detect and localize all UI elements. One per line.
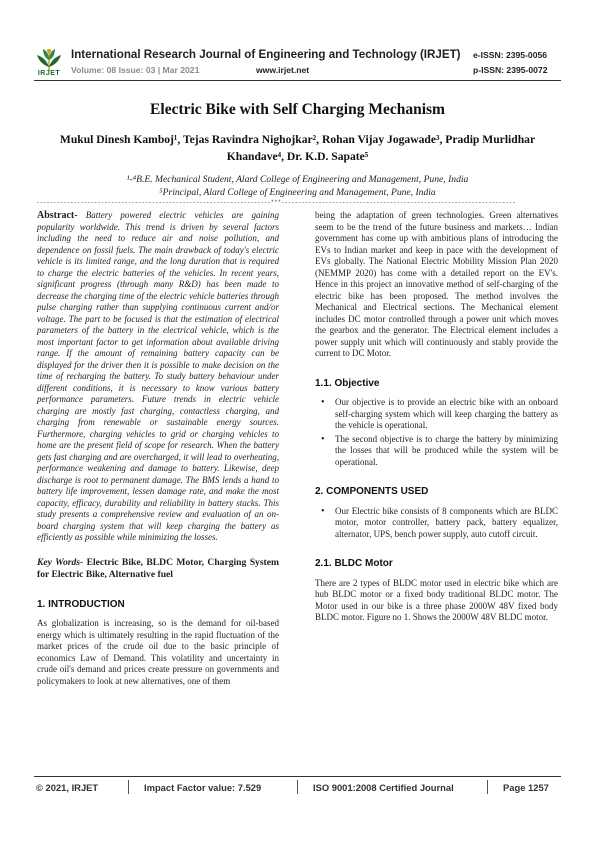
footer-rule bbox=[34, 776, 561, 777]
footer-iso: ISO 9001:2008 Certified Journal bbox=[313, 782, 454, 793]
abstract bbox=[37, 210, 279, 544]
introduction-heading: 1. INTRODUCTION bbox=[37, 598, 125, 610]
left-column bbox=[37, 210, 279, 687]
paper-title: Electric Bike with Self Charging Mechanism bbox=[150, 101, 445, 118]
footer-copyright: © 2021, IRJET bbox=[36, 782, 99, 793]
keywords-text: Electric Bike, BLDC Motor, Charging System for Electric Bike, Alternative fuel bbox=[37, 556, 279, 580]
introduction-continued: being the adaptation of green technologies. Green alternatives seem to be the trend of the future business and markets… Indian government has come up with ambitious plans of introducing the EVs to Indian market and keep in pace with the development of EVs globally. The National Electric Mobility Mission Plan 2020 (NEMMP 2020) has come with a detailed report on the EV's. Hence in this project an innovative method of self-charging of the electric bike has been proposed. The method involves the Mechanical and Electrical sections. The Mechanical element includes DC motor controlled through a power unit which moves the gearbox and the generator. The Electrical element includes a power supply unit which will continuously and stably provide the current to DC Motor. bbox=[315, 210, 558, 358]
footer-divider bbox=[128, 780, 129, 794]
affiliation-principal: ⁵Principal, Alard College of Engineering and Management, Pune, India bbox=[159, 187, 436, 198]
objective-list bbox=[315, 397, 558, 468]
abstract-label: Abstract- bbox=[37, 210, 78, 221]
list-item: • Our Electric bike consists of 8 components which are BLDC motor, motor controller, battery pack, battery equalizer, alternator, UPS, bench power supply, auto cutoff circuit. bbox=[335, 506, 558, 541]
introduction-text: As globalization is increasing, so is the demand for oil-based energy which is ultimately resulting in the rapid fluctuation of the market prices of the crude oil due to the basic principle of economics Law of Demand. This volatility and uncertainty in crude oil's demand and prices create pressure on governments and policymakers to look at new alternatives, one of them bbox=[37, 618, 279, 686]
e-issn: e-ISSN: 2395-0056 bbox=[473, 50, 548, 60]
journal-website-link[interactable]: www.irjet.net bbox=[256, 65, 310, 75]
author-list: Mukul Dinesh Kamboj¹, Tejas Ravindra Nighojkar², Rohan Vijay Jogawade³, Pradip Murlidhar Khandave⁴, Dr. K.D. Sapate⁵ bbox=[59, 133, 536, 163]
volume-issue: Volume: 08 Issue: 03 | Mar 2021 bbox=[71, 65, 200, 75]
components-list bbox=[315, 506, 558, 541]
footer-divider bbox=[487, 780, 488, 794]
list-item: • Our objective is to provide an electric bike with an onboard self-charging system which will keep charging the battery as the vehicle is operational. bbox=[335, 397, 558, 432]
components-heading: 2. COMPONENTS USED bbox=[315, 486, 429, 497]
objective-heading: 1.1. Objective bbox=[315, 377, 380, 389]
footer-impact-factor: Impact Factor value: 7.529 bbox=[144, 782, 262, 793]
section-separator: ---------------------------------------------------------------------***--------------------------------------------------------------------- bbox=[36, 199, 516, 206]
abstract-text: Battery powered electric vehicles are gaining popularity worldwide. This trend is driven by several factors including the need to reduce air and noise pollution, and dependence on fossil fuels. The main drawback of today's electric vehicle is its limited range, and the long duration that is required to charge the electric batteries of the vehicles. In recent years, significant progress (through many R&D) has been made to decrease the charging time of the electric vehicle batteries through pulse charging rather than supplying continuous current and/or voltage. The part to be focused is that the estimation of electrical parameters of the battery in the electrical vehicle, which is the most important factor to get information about available driving range. If the amount of remaining battery capacity can be displayed for the driver then it is possible to make decision on the time of recharging the battery. To study battery behaviour under different conditions, it is necessary to know various battery performance parameters. Future trends in electric vehicle charging are mostly fast charging, contactless charging, and charging from renewable or sustainable energy sources. Furthermore, charging vehicles to grid or charging vehicles to home are the present field of scope for research. When the battery gets fast charging and are overcharged, it will lead to overheating, performance weakening and damage to battery. Likewise, deep discharge is root to permanent damage. The BMS lends a hand to battery life improvement, lessen damage rate, and make the most capacity, efficacy, durability and reliability in battery stacks. This study presents a comprehensive review and evaluation of an on-board charging system that will keep charging the battery as efficiently as possible while minimizing the losses. bbox=[37, 210, 279, 542]
bldc-motor-text: There are 2 types of BLDC motor used in electric bike which are hub BLDC motor or a fixed body traditional BLDC motor. The Motor used in our bike is a three phase 2000W 48V fixed body BLDC motor. Figure no 1. Shows the 2000W 48V BLDC motor. bbox=[315, 577, 558, 622]
footer-divider bbox=[297, 780, 298, 794]
footer-page-number: Page 1257 bbox=[503, 782, 549, 793]
right-column bbox=[315, 210, 558, 624]
header-rule bbox=[34, 80, 561, 81]
keywords bbox=[37, 557, 279, 581]
p-issn: p-ISSN: 2395-0072 bbox=[473, 65, 548, 75]
logo-wordmark: IRJET bbox=[37, 70, 61, 77]
list-item: • The second objective is to charge the battery by minimizing the losses that will be produced while the system will be operational. bbox=[335, 434, 558, 469]
journal-name: International Research Journal of Engineering and Technology (IRJET) bbox=[71, 48, 461, 61]
bldc-motor-heading: 2.1. BLDC Motor bbox=[315, 558, 393, 569]
keywords-label: Key Words- bbox=[37, 556, 84, 568]
affiliation-students: ¹‑⁴B.E. Mechanical Student, Alard College of Engineering and Management, Pune, India bbox=[126, 174, 469, 185]
